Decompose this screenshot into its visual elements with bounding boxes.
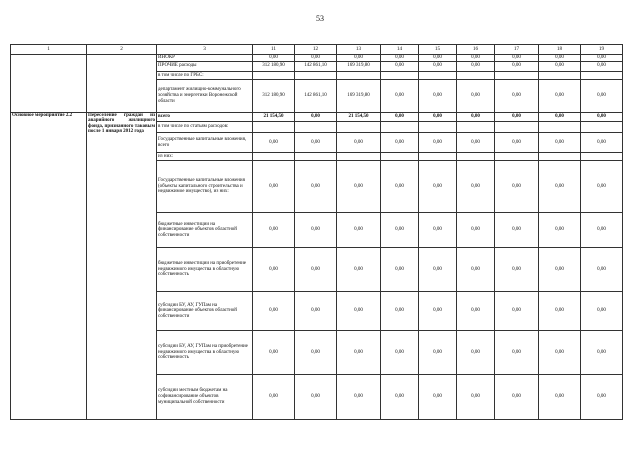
row-label: субсидии БУ, АУ, ГУПам на финансирование объектов областной собственности [157,291,253,331]
value-cell: 0,00 [381,161,419,213]
value-cell: 312 180,90 [253,61,295,71]
value-cell: 0,00 [381,61,419,71]
value-cell: 0,00 [457,132,495,152]
value-cell [495,122,539,133]
value-cell: 0,00 [253,248,295,291]
row-label: ИНОКР [157,54,253,61]
row-label: субсидии БУ, АУ, ГУПам на приобретение недвижимого имущества в областную собственность [157,331,253,374]
value-cell: 0,00 [253,161,295,213]
row-label: в том числе по статьям расходов: [157,122,253,133]
value-cell [581,153,623,161]
column-header: 18 [539,45,581,55]
column-header: 3 [157,45,253,55]
value-cell: 0,00 [581,248,623,291]
value-cell: 0,00 [337,248,381,291]
column-header-row [11,45,623,55]
value-cell: 0,00 [495,80,539,112]
value-cell: 312 180,90 [253,80,295,112]
value-cell: 0,00 [457,80,495,112]
value-cell: 0,00 [419,112,457,122]
budget-table-sheet [10,44,622,420]
value-cell: 0,00 [337,374,381,419]
value-cell: 0,00 [539,248,581,291]
value-cell: 142 861,10 [295,61,337,71]
budget-table [10,44,623,420]
value-cell: 0,00 [381,374,419,419]
value-cell: 0,00 [539,212,581,248]
value-cell: 0,00 [581,331,623,374]
value-cell: 0,00 [581,80,623,112]
value-cell [539,71,581,80]
value-cell: 0,00 [581,374,623,419]
value-cell: 0,00 [381,248,419,291]
value-cell: 0,00 [295,112,337,122]
value-cell: 0,00 [419,331,457,374]
value-cell: 0,00 [337,212,381,248]
value-cell [457,71,495,80]
row-label: из них: [157,153,253,161]
value-cell: 0,00 [337,161,381,213]
value-cell: 0,00 [581,112,623,122]
value-cell: 0,00 [581,212,623,248]
value-cell: 0,00 [495,161,539,213]
value-cell [539,153,581,161]
value-cell [419,71,457,80]
value-cell [381,122,419,133]
value-cell: 0,00 [419,80,457,112]
value-cell [495,71,539,80]
value-cell: 0,00 [253,212,295,248]
value-cell: 0,00 [253,331,295,374]
value-cell: 0,00 [253,291,295,331]
value-cell: 0,00 [419,54,457,61]
value-cell: 21 154,50 [253,112,295,122]
value-cell: 21 154,50 [337,112,381,122]
value-cell [381,71,419,80]
empty-cell [87,54,157,112]
value-cell: 0,00 [495,212,539,248]
row-label: бюджетные инвестиции на приобретение недвижимого имущества в областную собственность [157,248,253,291]
value-cell [457,153,495,161]
row-label: бюджетные инвестиции на финансирование объектов областной собственности [157,212,253,248]
value-cell: 0,00 [457,161,495,213]
value-cell: 0,00 [581,54,623,61]
column-header: 12 [295,45,337,55]
value-cell [581,122,623,133]
value-cell [253,153,295,161]
row-label: всего [157,112,253,122]
value-cell [295,153,337,161]
value-cell [419,153,457,161]
row-label: ПРОЧИЕ расходы [157,61,253,71]
value-cell: 0,00 [495,291,539,331]
value-cell: 0,00 [539,374,581,419]
value-cell: 0,00 [457,248,495,291]
value-cell: 0,00 [495,112,539,122]
value-cell: 0,00 [295,132,337,152]
value-cell: 0,00 [419,374,457,419]
value-cell: 169 319,80 [337,80,381,112]
empty-cell [11,54,87,112]
value-cell: 0,00 [457,374,495,419]
value-cell: 0,00 [419,248,457,291]
value-cell: 0,00 [253,374,295,419]
column-header: 14 [381,45,419,55]
value-cell: 0,00 [495,374,539,419]
value-cell: 0,00 [581,61,623,71]
value-cell: 0,00 [495,132,539,152]
row-label: субсидии местным бюджетам на софинансирование объектов муниципальной собственности [157,374,253,419]
value-cell: 0,00 [581,291,623,331]
value-cell: 0,00 [495,61,539,71]
value-cell [539,122,581,133]
row-label: департамент жилищно-коммунального хозяйства и энергетики Воронежской области [157,80,253,112]
value-cell [253,71,295,80]
value-cell: 0,00 [381,54,419,61]
value-cell [581,71,623,80]
value-cell: 0,00 [539,61,581,71]
value-cell: 0,00 [539,132,581,152]
value-cell [295,122,337,133]
value-cell [337,153,381,161]
value-cell: 0,00 [295,291,337,331]
value-cell: 169 319,80 [337,61,381,71]
column-header: 13 [337,45,381,55]
value-cell: 0,00 [457,331,495,374]
row-label: Государственные капитальные вложения, всего [157,132,253,152]
value-cell [253,122,295,133]
value-cell: 0,00 [539,112,581,122]
value-cell: 0,00 [295,54,337,61]
value-cell: 0,00 [539,161,581,213]
value-cell: 0,00 [419,61,457,71]
value-cell: 0,00 [457,112,495,122]
value-cell: 0,00 [495,248,539,291]
value-cell: 0,00 [539,331,581,374]
value-cell: 0,00 [337,54,381,61]
value-cell [495,153,539,161]
table-row [11,54,623,61]
value-cell: 0,00 [253,132,295,152]
row-label: Государственные капитальные вложения (объекты капитального строительства и недвижимое имущество), из них: [157,161,253,213]
value-cell: 0,00 [581,161,623,213]
column-header: 1 [11,45,87,55]
value-cell: 0,00 [539,80,581,112]
value-cell: 0,00 [419,161,457,213]
column-header: 16 [457,45,495,55]
value-cell [295,71,337,80]
value-cell: 0,00 [419,212,457,248]
page-number: 53 [316,14,324,23]
table-row [11,112,623,122]
value-cell: 0,00 [295,374,337,419]
value-cell: 0,00 [295,248,337,291]
column-header: 19 [581,45,623,55]
column-header: 11 [253,45,295,55]
value-cell: 142 861,10 [295,80,337,112]
value-cell: 0,00 [295,212,337,248]
measure-title: Переселение граждан из аварийного жилищного фонда, признанного таковым после 1 января 2012 года [87,112,157,420]
value-cell: 0,00 [381,132,419,152]
value-cell: 0,00 [381,291,419,331]
value-cell: 0,00 [381,331,419,374]
value-cell: 0,00 [419,132,457,152]
value-cell: 0,00 [337,132,381,152]
value-cell: 0,00 [337,291,381,331]
value-cell: 0,00 [539,291,581,331]
value-cell: 0,00 [295,331,337,374]
value-cell: 0,00 [295,161,337,213]
value-cell [337,71,381,80]
value-cell [419,122,457,133]
value-cell: 0,00 [337,331,381,374]
value-cell: 0,00 [419,291,457,331]
value-cell: 0,00 [381,80,419,112]
column-header: 15 [419,45,457,55]
value-cell: 0,00 [457,212,495,248]
value-cell: 0,00 [495,331,539,374]
value-cell: 0,00 [495,54,539,61]
value-cell: 0,00 [457,61,495,71]
column-header: 17 [495,45,539,55]
column-header: 2 [87,45,157,55]
value-cell: 0,00 [381,212,419,248]
value-cell: 0,00 [253,54,295,61]
value-cell: 0,00 [457,54,495,61]
value-cell: 0,00 [539,54,581,61]
measure-type-label: Основное мероприятие 2.2 [11,112,87,420]
value-cell: 0,00 [457,291,495,331]
value-cell [457,122,495,133]
row-label: в том числе по ГРБС: [157,71,253,80]
value-cell: 0,00 [381,112,419,122]
value-cell: 0,00 [581,132,623,152]
value-cell [381,153,419,161]
value-cell [337,122,381,133]
